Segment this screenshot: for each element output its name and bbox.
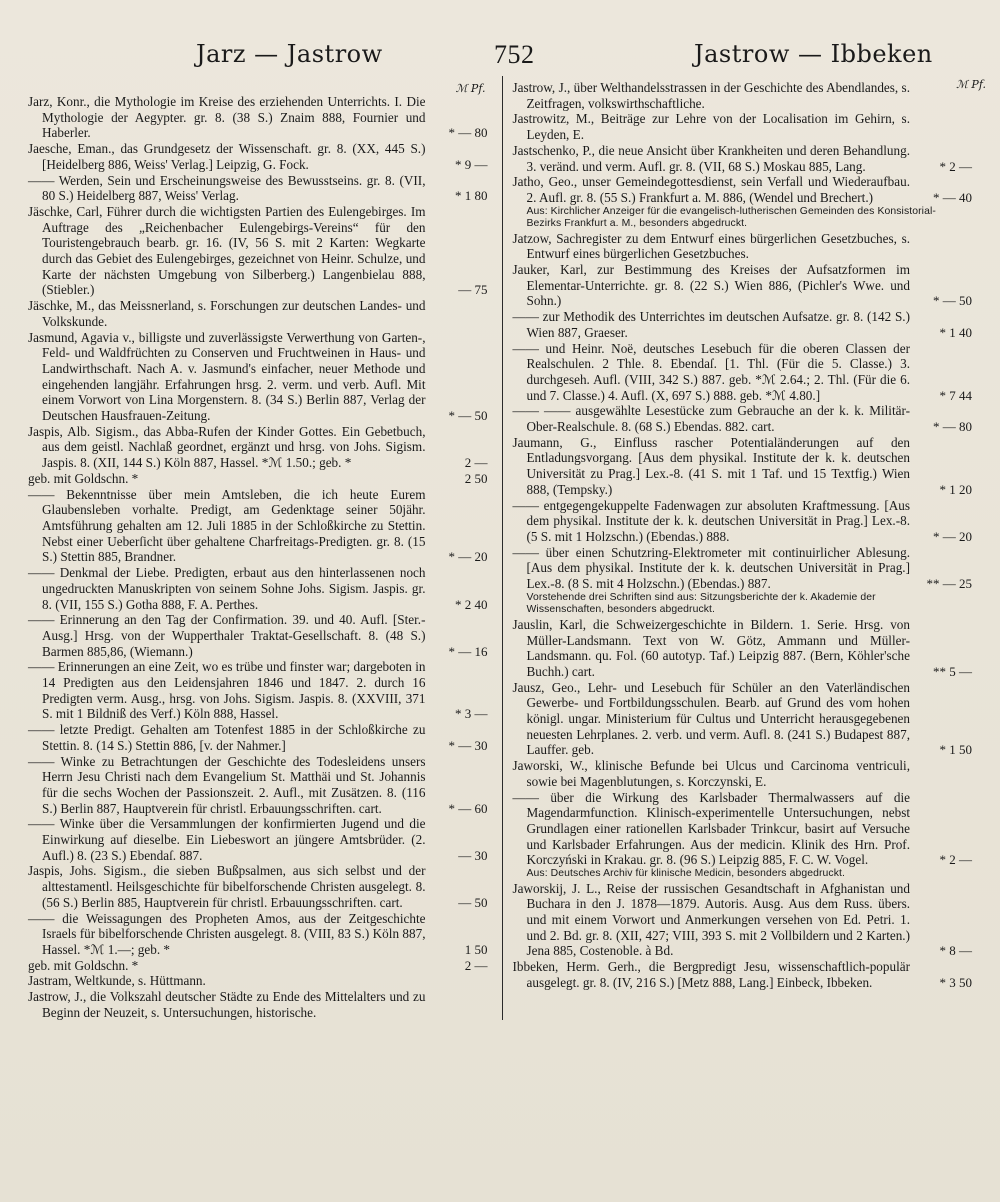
catalog-entry bbox=[28, 754, 488, 817]
catalog-entry bbox=[513, 617, 973, 680]
entry-price: — 50 bbox=[458, 894, 488, 910]
entry-text: Jastrow, J., die Volkszahl deutscher Städte zu Ende des Mittelalters und zu Beginn der Neuzeit, s. Untersuchungen, historische. bbox=[28, 989, 426, 1020]
source-note: Aus: Kirchlicher Anzeiger für die evangelisch-lutherischen Gemeinden des Konsistorial-Bezirks Frankfurt a. M., besonders abgedruckt. bbox=[526, 205, 936, 230]
entry-price: * 1 50 bbox=[939, 742, 972, 758]
entry-text: Jaspis, Alb. Sigism., das Abba-Rufen der Kinder Gottes. Ein Gebetbuch, aus dem geistl. Nachlaß geordnet, ergänzt und hrsg. von Johs. Sigism. Jaspis. 8. (XII, 144 S.) Köln 887, Hassel. *ℳ 1.50.; geb. * bbox=[28, 423, 426, 471]
catalog-entry bbox=[28, 863, 488, 910]
entry-text: Jaesche, Eman., das Grundgesetz der Wissenschaft. gr. 8. (XX, 445 S.) [Heidelberg 886, Weiss' Verlag.] Leipzig, G. Fock. bbox=[28, 141, 426, 172]
entry-price: * — 80 bbox=[933, 419, 972, 435]
entry-price: * 7 44 bbox=[939, 387, 972, 403]
entry-price: * 1 40 bbox=[939, 324, 972, 340]
entry-text: Jatzow, Sachregister zu dem Entwurf eines bürgerlichen Gesetzbuches, s. Entwurf eines bürgerlichen Gesetzbuches. bbox=[512, 230, 910, 262]
catalog-entry bbox=[513, 111, 973, 142]
catalog-entry bbox=[513, 262, 973, 309]
catalog-entry bbox=[513, 309, 973, 340]
currency-label: ℳ Pf. bbox=[455, 82, 486, 95]
entry-price: 1 50 bbox=[464, 941, 488, 957]
entry-text: Jastrowitz, M., Beiträge zur Lehre von der Localisation im Gehirn, s. Leyden, E. bbox=[512, 111, 910, 143]
entry-price: — 75 bbox=[458, 282, 488, 298]
catalog-entry bbox=[28, 204, 488, 298]
entry-text: Jäschke, M., das Meissnerland, s. Forschungen zur deutschen Landes- und Volkskunde. bbox=[28, 298, 426, 329]
entry-text: —— die Weissagungen des Propheten Amos, aus der Zeitgeschichte Israels für bibelforschende Christen ausgelegt. 8. (VIII, 83 S.) Köln 887, Hassel. *ℳ 1.—; geb. * bbox=[28, 910, 426, 957]
entry-text: —— über die Wirkung des Karlsbader Thermalwassers auf die Magendarmfunction. Klinisch-experimentelle Untersuchungen, nebst Grundlagen einer rationellen Karlsbader Trinkcur, basirt auf Versuche und Karlsbader Erfahrungen. Aus der medicin. Klinik des Hrn. Prof. Korczyński in Krakau. gr. 8. (96 S.) Leipzig 885, F. C. W. Vogel. bbox=[512, 789, 910, 868]
catalog-entry bbox=[513, 790, 973, 869]
catalog-entry bbox=[513, 435, 973, 498]
currency-label: ℳ Pf. bbox=[956, 78, 986, 91]
entry-text: Jäschke, Carl, Führer durch die wichtigsten Partien des Eulengebirges. Im Auftrage des „Reichenbacher Eulengebirgs-Vereins“ für den Touristengebrauch bearb. gr. 16. (IV, 56 S. mit 2 Karten: Wegkarte durch das Gebiet des Eulengebirges, gezeichnet von Heinr. Schulze, und Karte der nächsten Umgebung von Silberberg.) Langenbielau 888, (Stiebler.) bbox=[28, 203, 426, 298]
entry-text: Jausz, Geo., Lehr- und Lesebuch für Schüler an den Vaterländischen Gewerbe- und Fortbildungsschulen. Bearb. auf Grund des vom hohen königl. ungar. Ministerium für Cultus und Unterricht herausgegebenen neuesten Lehrplanes. 2. verb. und verm. Aufl. 8. (241 S.) Budapest 887, Lauffer. geb. bbox=[512, 679, 910, 758]
entry-price: * 3 50 bbox=[939, 974, 972, 990]
entry-text: Jastram, Weltkunde, s. Hüttmann. bbox=[28, 973, 206, 989]
entry-price: * 2 — bbox=[939, 852, 972, 868]
catalog-entry bbox=[513, 174, 973, 205]
catalog-entry bbox=[513, 498, 973, 545]
catalog-entry bbox=[28, 989, 488, 1020]
entry-price: — 30 bbox=[458, 847, 488, 863]
catalog-entry bbox=[513, 680, 973, 759]
entry-price: * — 20 bbox=[933, 528, 972, 544]
entry-price: * 8 — bbox=[939, 943, 972, 959]
entry-text: —— Winke zu Betrachtungen der Geschichte des Todesleidens unsers Herrn Jesu Christi nach dem Evangelium St. Matthäi und St. Johannis für die sechs Wochen der Passionszeit. 2. Aufl., mit Zusätzen. 8. (116 S.) Berlin 887, Hauptverein für christl. Erbauungsschriften. cart. bbox=[28, 753, 426, 816]
entry-price: ** 5 — bbox=[933, 663, 972, 679]
catalog-entry bbox=[28, 565, 488, 612]
entry-price: * — 40 bbox=[933, 189, 972, 205]
entry-text: Jasmund, Agavia v., billigste und zuverlässigste Verwerthung von Garten-, Feld- und Waldfrüchten zu Conserven und Fruchtweinen in Haus- und Landwirthschaft. Nach A. v. Jasmund's einfacher, neuer Methode und eingehenden langjähr. Erfahrungen hrsg. 2. verm. und verb. Aufl. Mit einem Vorwort von Lina Morgenstern. 8. (34 S.) Berlin 887, Verlag der Deutschen Hausfrauen-Zeitung. bbox=[28, 329, 426, 424]
entry-price: * — 16 bbox=[448, 643, 488, 659]
catalog-entry bbox=[513, 80, 973, 111]
catalog-entry bbox=[28, 141, 488, 172]
catalog-entry bbox=[513, 881, 973, 960]
source-note: Aus: Deutsches Archiv für klinische Medicin, besonders abgedruckt. bbox=[526, 868, 845, 880]
catalog-entry bbox=[28, 958, 488, 974]
entry-text: —— entgegengekuppelte Fadenwagen zur absoluten Kraftmessung. [Aus dem physikal. Institute der k. k. deutschen Universität in Prag.] Lex.-8. (5 S. mit 1 Holzschn.) (Ebendas.) 888. bbox=[512, 497, 910, 544]
catalog-entry bbox=[513, 231, 973, 262]
entry-price: * 2 — bbox=[939, 158, 972, 174]
entry-text: Jatho, Geo., unser Gemeindegottesdienst, sein Verfall und Wiederaufbau. 2. Aufl. gr. 8. (55 S.) Frankfurt a. M. 886, (Wendel und Brechert.) bbox=[512, 174, 910, 205]
catalog-entry bbox=[513, 545, 973, 592]
catalog-entry bbox=[28, 173, 488, 204]
entry-text: —— Winke über die Versammlungen der konfirmierten Jugend und die Einwirkung auf dieselbe. Ein Liebeswort an jüngere Amtsbrüder. (2. Aufl.) 8. (23 S.) Ebendaſ. 887. bbox=[28, 816, 426, 863]
catalog-entry bbox=[28, 722, 488, 753]
entry-price: * — 50 bbox=[448, 408, 488, 424]
entry-price: * 1 80 bbox=[455, 188, 488, 204]
entry-price: ** — 25 bbox=[926, 576, 972, 592]
entry-price: * — 20 bbox=[448, 549, 488, 565]
entry-text: Jastrow, J., über Welthandelsstrassen in der Geschichte des Abendlandes, s. Zeitfragen, volkswirthschaftliche. bbox=[512, 80, 910, 111]
entry-text: —— zur Methodik des Unterrichtes im deutschen Aufsatze. gr. 8. (142 S.) Wien 887, Graeser. bbox=[512, 309, 910, 340]
entry-text: Jauker, Karl, zur Bestimmung des Kreises der Aufsatzformen im Elementar-Unterrichte. gr. 8. (22 S.) Wien 886, (Pichler's Wwe. und Sohn.) bbox=[512, 262, 910, 309]
entry-text: Jaumann, G., Einfluss rascher Potentialänderungen auf den Entladungsvorgang. [Aus dem physikal. Institute der k. k. deutschen Universität zu Prag.] Lex.-8. (41 S. mit 1 Taf. und 15 Textfig.) Wien 888, (Tempsky.) bbox=[512, 434, 910, 497]
entry-price: * 9 — bbox=[455, 156, 488, 172]
entry-price: * — 60 bbox=[448, 800, 488, 816]
entry-price: * 1 20 bbox=[939, 481, 972, 497]
right-column bbox=[502, 76, 986, 1020]
entry-text: —— Denkmal der Liebe. Predigten, erbaut aus den hinterlassenen noch ungedruckten Manuskripten von seinem Sohne Johs. Sigism. Jaspis. gr. 8. (VII, 155 S.) Gotha 888, F. A. Perthes. bbox=[28, 565, 426, 612]
entry-text: Jastschenko, P., die neue Ansicht über Krankheiten und deren Behandlung. 3. veränd. und verm. Aufl. gr. 8. (VII, 68 S.) Moskau 885, Lang. bbox=[512, 142, 910, 174]
entry-price: * 2 40 bbox=[455, 596, 488, 612]
catalog-entry bbox=[513, 143, 973, 174]
entry-price: * — 50 bbox=[933, 293, 972, 309]
catalog-entry bbox=[28, 330, 488, 424]
entry-text: Ibbeken, Herm. Gerh., die Bergpredigt Jesu, wissenschaftlich-populär ausgelegt. gr. 8. (IV, 216 S.) [Metz 888, Lang.] Einbeck, Ibbeken. bbox=[512, 959, 910, 990]
page-number: 752 bbox=[494, 40, 535, 69]
entry-text: geb. mit Goldschn. * bbox=[28, 957, 139, 973]
left-column bbox=[28, 82, 488, 1020]
entry-price: 2 — bbox=[464, 455, 488, 471]
entry-text: Jauslin, Karl, die Schweizergeschichte in Bildern. 1. Serie. Hrsg. von Müller-Landsmann. Text von W. Götz, Ammann und Müller-Landsmann. qu. Fol. (60 autotyp. Taf.) Leipzig 887. (Bern, Köhler'sche Buchh.) cart. bbox=[512, 616, 910, 679]
entry-text: geb. mit Goldschn. * bbox=[28, 470, 139, 486]
entry-text: —— —— ausgewählte Lesestücke zum Gebrauche an der k. k. Militär-Ober-Realschule. 8. (68 S.) Ebendas. 882. cart. bbox=[512, 403, 910, 435]
header-left: Jarz — Jastrow bbox=[196, 40, 383, 68]
entry-text: Jaworskij, J. L., Reise der russischen Gesandtschaft in Afghanistan und Buchara in den J. 1878—1879. Autoris. Ausg. Aus dem Russ. übers. und mit einem Vorwort und Anmerkungen versehen von Ed. Petri. 1. und 2. Bd. gr. 8. (XII, 427; VIII, 393 S. mit 2 Vollbildern und 2 Karten.) Jena 885, Costenoble. à Bd. bbox=[512, 880, 910, 959]
header-right: Jastrow — Ibbeken bbox=[694, 40, 933, 68]
entry-price: 2 50 bbox=[464, 470, 488, 486]
catalog-entry bbox=[513, 758, 973, 789]
catalog-entry bbox=[28, 659, 488, 722]
catalog-entry bbox=[513, 403, 973, 434]
catalog-entry bbox=[513, 959, 973, 990]
entry-text: Jarz, Konr., die Mythologie im Kreise des erziehenden Unterrichts. I. Die Mythologie der Aegypter. gr. 8. (38 S.) Znaim 888, Fournier und Haberler. bbox=[28, 94, 426, 141]
catalog-entry bbox=[28, 298, 488, 329]
source-note: Vorstehende drei Schriften sind aus: Sitzungsberichte der k. Akademie der Wissenschaften, besonders abgedruckt. bbox=[526, 591, 876, 616]
entry-text: —— Erinnerungen an eine Zeit, wo es trübe und finster war; dargeboten in 14 Predigten aus den Leidensjahren 1846 und 1847. 2. durch 16 Predigten verm. Ausg., hrsg. von Johs. Sigism. Jaspis. 8. (XXVIII, 371 S. mit 1 Bildniß des Verf.) Köln 888, Hassel. bbox=[28, 659, 426, 722]
entry-text: —— und Heinr. Noë, deutsches Lesebuch für die oberen Classen der Realschulen. 2 Thle. 8. Ebendaſ. [1. Thl. (Für die 5. Classe.) 3. durchgeseh. Aufl. (VIII, 342 S.) 887. geb. *ℳ 2.64.; 2. Thl. (Für die 6. und 7. Classe.) 4. Aufl. (X, 697 S.) 888. geb. *ℳ 4.80.] bbox=[512, 340, 910, 403]
entry-text: —— letzte Predigt. Gehalten am Totenfest 1885 in der Schloßkirche zu Stettin. 8. (14 S.) Stettin 886, [v. der Nahmer.] bbox=[28, 722, 426, 753]
entry-text: —— über einen Schutzring-Elektrometer mit continuirlicher Ablesung. [Aus dem physikal. Institute der k. k. deutschen Universität in Prag.] Lex.-8. (8 S. mit 4 Holzschn.) (Ebendas.) 887. bbox=[512, 544, 910, 592]
catalog-entry bbox=[28, 471, 488, 487]
catalog-entry bbox=[28, 424, 488, 471]
catalog-entry bbox=[28, 487, 488, 566]
entry-text: —— Werden, Sein und Erscheinungsweise des Bewusstseins. gr. 8. (VII, 80 S.) Heidelberg 887, Weiss' Verlag. bbox=[28, 172, 426, 204]
catalog-entry bbox=[28, 816, 488, 863]
entry-price: 2 — bbox=[464, 957, 488, 973]
catalog-entry bbox=[28, 973, 488, 989]
catalog-entry bbox=[28, 911, 488, 958]
running-header bbox=[28, 38, 972, 78]
entry-text: Jaworski, W., klinische Befunde bei Ulcus und Carcinoma ventriculi, sowie bei Magenblutungen, s. Korczynski, E. bbox=[512, 758, 910, 789]
entry-price: * 3 — bbox=[455, 706, 488, 722]
catalog-entry bbox=[28, 612, 488, 659]
entry-text: —— Erinnerung an den Tag der Confirmation. 39. und 40. Aufl. [Ster.-Ausg.] Hrsg. von der Wupperthaler Traktat-Gesellschaft. 8. (48 S.) Barmen 885,86, (Wiemann.) bbox=[28, 612, 426, 659]
entry-text: —— Bekenntnisse über mein Amtsleben, die ich heute Eurem Glaubensleben vorhalte. Predigt, am Gedenktage seiner 50jähr. Amtsführung gehalten am 12. Juli 1885 in der Schloßkirche zu Stettin. Nebst einer Ueberſicht über gehaltene Charfreitags-Predigten. gr. 8. (15 S.) Stettin 885, Brandner. bbox=[28, 486, 426, 565]
entry-text: Jaspis, Johs. Sigism., die sieben Bußpsalmen, aus sich selbst und der alttestamentl. Heilsgeschichte für bibelforschende Christen ausgelegt. 8. (56 S.) Berlin 885, Hauptverein für christl. Erbauungsschriften. cart. bbox=[28, 863, 426, 910]
catalog-entry bbox=[513, 341, 973, 404]
catalog-entry bbox=[28, 94, 488, 141]
entry-price: * — 80 bbox=[448, 125, 488, 141]
entry-price: * — 30 bbox=[448, 737, 488, 753]
